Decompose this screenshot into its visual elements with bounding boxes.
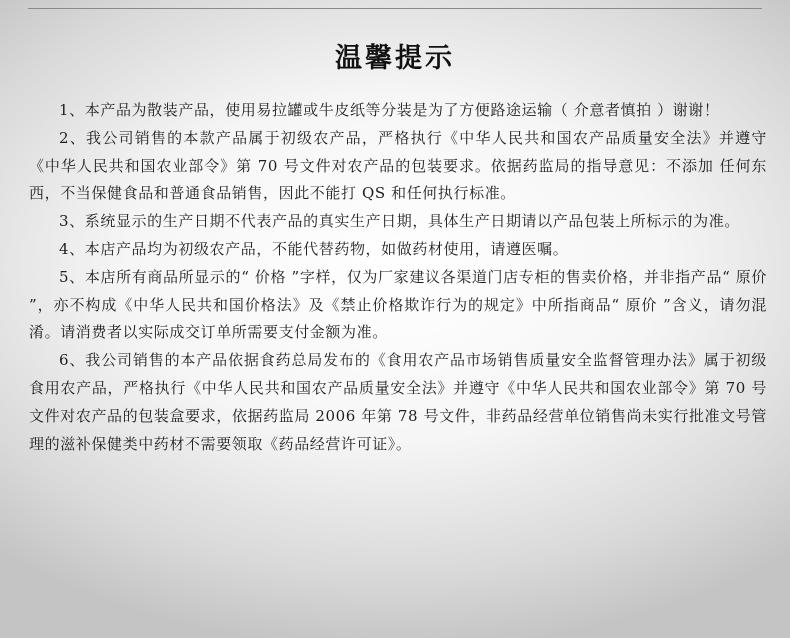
page-title: 温馨提示 (335, 43, 455, 74)
top-divider (28, 8, 762, 9)
notice-paragraph-5: 5、本店所有商品所显示的“ 价格 ”字样，仅为厂家建议各渠道门店专柜的售卖价格，并非指产品“ 原价 ”，亦不构成《中华人民共和国价格法》及《禁止价格欺诈行为的规定》中所指商品“ 原价 ”含义，请勿混淆。请消费者以实际成交订单所需要支付金额为准。 (29, 267, 767, 342)
notice-paragraph-4: 4、本店产品均为初级农产品，不能代替药物，如做药材使用，请遵医嘱。 (59, 239, 569, 258)
notice-body (29, 97, 767, 458)
notice-paragraph-1: 1、本产品为散装产品，使用易拉罐或牛皮纸等分装是为了方便路途运输（ 介意者慎拍 ）谢谢！ (59, 101, 720, 119)
notice-paragraph-3: 3、系统显示的生产日期不代表产品的真实生产日期，具体生产日期请以产品包装上所标示的为准。 (59, 212, 740, 231)
notice-paragraph-2: 2、我公司销售的本款产品属于初级农产品，严格执行《中华人民共和国农产品质量安全法》并遵守《中华人民共和国农业部令》第 70 号文件对农产品的包装要求。依据药监局的指导意见：不添加 任何东西，不当保健食品和普通食品销售，因此不能打 QS 和任何执行标准。 (29, 128, 767, 203)
notice-paragraph-6: 6、我公司销售的本产品依据食药总局发布的《食用农产品市场销售质量安全监督管理办法》属于初级食用农产品，严格执行《中华人民共和国农产品质量安全法》并遵守《中华人民共和国农业部令》第 70 号文件对农产品的包装盒要求，依据药监局 2006 年第 78 号文件，非药品经营单位销售尚未实行批准文号管理的滋补保健类中药材不需要领取《药品经营许可证》。 (29, 351, 767, 453)
